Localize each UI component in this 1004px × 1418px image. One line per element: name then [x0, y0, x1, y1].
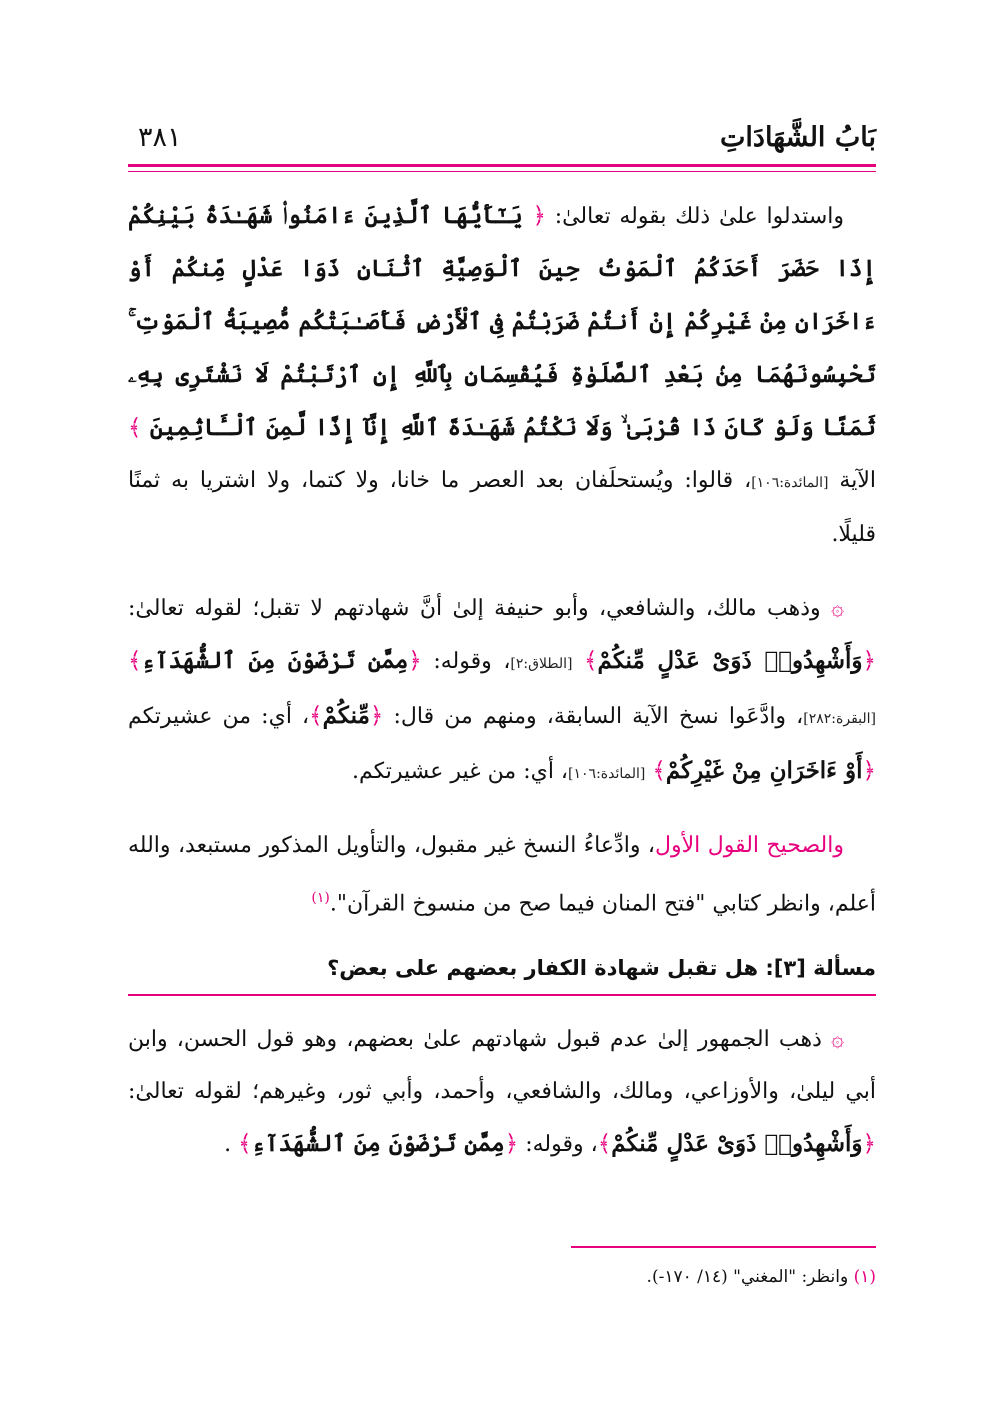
bracket-close: ﴾: [652, 758, 666, 784]
bracket-open: ﴿: [862, 648, 876, 674]
page-number: ٣٨١: [138, 122, 182, 153]
para4-mid: ، وقوله:: [525, 1132, 598, 1158]
bracket-close: ﴾: [309, 703, 323, 729]
issue-underline: [128, 994, 876, 996]
para1-intro: واستدلوا علىٰ ذلك بقوله تعالىٰ:: [554, 204, 844, 229]
verse-reference: [الطلاق:٢]: [510, 656, 573, 672]
footnote-separator: [571, 1246, 876, 1248]
verse-text: وَأَشْهِدُوا۟ ذَوَىْ عَدْلٍ مِّنكُمْ: [611, 1130, 863, 1158]
footnote-marker[interactable]: (١): [311, 890, 330, 906]
header-rule-thin: [128, 171, 876, 172]
quran-verse-baqarah-282: [128, 647, 422, 674]
bracket-open: ﴿: [862, 758, 876, 784]
para2-mid3: ، أي: من عشيرتكم: [128, 704, 310, 729]
para3-end: .: [329, 891, 337, 917]
para2-end: ، أي: من غير عشيرتكم.: [351, 759, 569, 784]
verse-reference: [المائدة:١٠٦]: [568, 766, 646, 782]
verse-text: مِّنكُمْ: [322, 702, 370, 729]
issue-heading: [128, 948, 876, 996]
verse-text: يَـٰٓأَيُّهَا ٱلَّذِينَ ءَامَنُوا۟ شَهَـٰدَةُ بَيْنِكُمْ إِذَا حَضَرَ أَحَدَكُمُ ٱلْمَوْتُ حِينَ ٱلْوَصِيَّةِ ٱثْنَانِ ذَوَا عَدْلٍ مِّنكُمْ أَوْ ءَاخَرَانِ مِنْ غَيْرِكُمْ إِنْ أَنتُمْ ضَرَبْتُمْ فِى ٱلْأَرْضِ فَأَصَـٰبَتْكُم مُّصِيبَةُ ٱلْمَوْتِ ۚ تَحْبِسُونَهُمَا مِنۢ بَعْدِ ٱلصَّلَوٰةِ فَيُقْسِمَانِ بِٱللَّهِ إِنِ ٱرْتَبْتُمْ لَا نَشْتَرِى بِهِۦ ثَمَنًا وَلَوْ كَانَ ذَا قُرْبَىٰ ۙ وَلَا نَكْتُمُ شَهَـٰدَةَ ٱللَّهِ إِنَّآ إِذًا لَّمِنَ ٱلْـَٔاثِمِينَ: [128, 202, 876, 441]
bracket-close: ﴾: [584, 648, 598, 674]
bracket-close: ﴾: [238, 1131, 252, 1158]
flower-ornament-icon: ۞: [831, 596, 844, 621]
paragraph-evidence: [128, 190, 876, 561]
footnote-text: وانظر: "المغني" (١٤/ ١٧٠-).: [646, 1267, 849, 1287]
bracket-open: ﴿: [369, 703, 384, 729]
flower-ornament-icon: ۞: [831, 1027, 844, 1053]
quran-verse-aw-akharan: [652, 757, 876, 784]
footnote: [128, 1262, 876, 1292]
bracket-close: ﴾: [597, 1131, 612, 1158]
verse-reference: [المائدة:١٠٦]: [751, 475, 829, 491]
bracket-close: ﴾: [128, 648, 142, 674]
para4-text: ذهب الجمهور إلىٰ عدم قبول شهادتهم علىٰ بعضهم، وهو قول الحسن، وابن أبي ليلىٰ، والأوزاعي، ومالك، والشافعي، وأحمد، وأبي ثور، وغيرهم؛ لقوله تعالىٰ:: [128, 1027, 876, 1105]
verse-reference: [البقرة:٢٨٢]: [803, 711, 876, 727]
para2-mid1: ، وقوله:: [433, 649, 511, 674]
paragraph-madhhab-opinion: [128, 583, 876, 800]
para1-rest: ، قالوا: ويُستحلَفان بعد العصر ما خانا، ولا كتما، ولا اشتريا به ثمنًا قليلًا.: [128, 468, 876, 547]
header-rule-thick: [128, 164, 876, 167]
preferred-opinion-highlight: والصحيح القول الأول: [655, 833, 844, 858]
bracket-open: ﴿: [532, 203, 546, 229]
quran-verse-maidah-106: [128, 202, 876, 441]
quran-verse-baqarah-282: [238, 1130, 518, 1157]
verse-text: مِمَّن تَرْضَوْنَ مِنَ ٱلشُّهَدَآءِ: [141, 647, 409, 674]
issue-question: هل تقبل شهادة الكفار بعضهم على بعض؟: [327, 956, 759, 981]
book-title: "فتح المنان فيما صح من منسوخ القرآن": [336, 891, 706, 917]
bracket-open: ﴿: [408, 648, 422, 674]
verse-text: أَوْ ءَاخَرَانِ مِنْ غَيْرِكُمْ: [665, 757, 863, 784]
para3-text: ، وادِّعاءُ النسخ غير مقبول، والتأويل المذكور مستبعد، والله أعلم، وانظر كتابي: [128, 833, 876, 917]
bracket-close: ﴾: [128, 415, 142, 441]
page-header: [128, 118, 876, 160]
verse-text: مِمَّن تَرْضَوْنَ مِنَ ٱلشُّهَدَآءِ: [251, 1130, 505, 1158]
quran-verse-talaq-2: [584, 647, 876, 674]
running-title: بَابُ الشَّهَادَاتِ: [720, 122, 876, 153]
main-content: [128, 190, 876, 1171]
para4-end: .: [224, 1132, 232, 1158]
issue-label: مسألة [٣]:: [765, 956, 876, 981]
quran-verse-minkum: [309, 702, 383, 729]
footnote-number: (١): [853, 1267, 876, 1287]
bracket-open: ﴿: [504, 1131, 519, 1158]
quran-verse-talaq-2: [598, 1130, 876, 1157]
paragraph-majority-opinion: [128, 1014, 876, 1171]
para1-after-verse: الآية: [839, 468, 876, 493]
bracket-open: ﴿: [862, 1131, 876, 1158]
para2-mid2: ، وادَّعَوا نسخ الآية السابقة، ومنهم من قال:: [393, 704, 804, 729]
para2-intro: وذهب مالك، والشافعي، وأبو حنيفة إلىٰ أنَّ شهادتهم لا تقبل؛ لقوله تعالىٰ:: [128, 596, 821, 621]
paragraph-conclusion: [128, 820, 876, 930]
verse-text: وَأَشْهِدُوا۟ ذَوَىْ عَدْلٍ مِّنكُمْ: [597, 647, 863, 674]
